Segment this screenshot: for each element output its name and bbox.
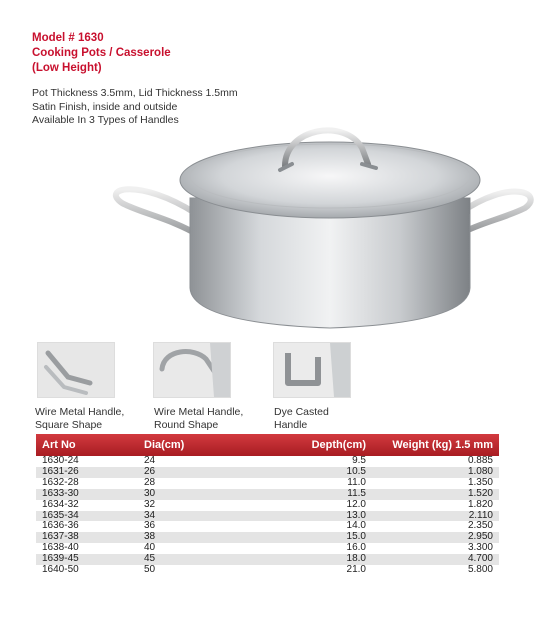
cell-depth: 21.0	[250, 565, 372, 576]
table-row	[36, 543, 499, 554]
casserole-pot-image	[100, 118, 540, 348]
handle-thumb-square	[37, 342, 115, 398]
cell-dia: 50	[138, 565, 250, 576]
table-body	[36, 456, 499, 576]
table-row	[36, 565, 499, 576]
cell-dia: 45	[138, 554, 250, 565]
cell-weight: 4.700	[372, 554, 499, 565]
cell-depth: 10.5	[250, 467, 372, 478]
cell-depth: 16.0	[250, 543, 372, 554]
cell-dia: 30	[138, 489, 250, 500]
table-row	[36, 489, 499, 500]
cell-depth: 11.0	[250, 478, 372, 489]
cell-art-no: 1637-38	[36, 532, 138, 543]
cell-art-no: 1639-45	[36, 554, 138, 565]
cell-weight: 2.350	[372, 521, 499, 532]
header-dia: Dia(cm)	[138, 434, 250, 456]
cell-weight: 1.350	[372, 478, 499, 489]
cell-depth: 11.5	[250, 489, 372, 500]
table-row	[36, 521, 499, 532]
product-name: Cooking Pots / Casserole	[32, 47, 171, 59]
cell-dia: 36	[138, 521, 250, 532]
cell-depth: 14.0	[250, 521, 372, 532]
cell-weight: 5.800	[372, 565, 499, 576]
table-row	[36, 554, 499, 565]
cell-dia: 24	[138, 456, 250, 467]
table-header-row	[36, 434, 499, 456]
product-title-block	[32, 31, 171, 76]
caption-square: Wire Metal Handle, Square Shape	[35, 406, 125, 431]
size-table	[36, 434, 499, 576]
cell-art-no: 1632-28	[36, 478, 138, 489]
spec-thickness: Pot Thickness 3.5mm, Lid Thickness 1.5mm	[32, 87, 238, 99]
product-subtitle: (Low Height)	[32, 62, 102, 74]
cell-depth: 18.0	[250, 554, 372, 565]
table-row	[36, 478, 499, 489]
table-row	[36, 467, 499, 478]
table-row	[36, 532, 499, 543]
cell-weight: 2.110	[372, 511, 499, 522]
cell-depth: 15.0	[250, 532, 372, 543]
cell-art-no: 1635-34	[36, 511, 138, 522]
cell-weight: 1.820	[372, 500, 499, 511]
cell-dia: 28	[138, 478, 250, 489]
cell-art-no: 1638-40	[36, 543, 138, 554]
header-art-no: Art No	[36, 434, 138, 456]
cell-art-no: 1631-26	[36, 467, 138, 478]
cell-art-no: 1633-30	[36, 489, 138, 500]
cell-weight: 1.520	[372, 489, 499, 500]
cell-depth: 12.0	[250, 500, 372, 511]
header-depth: Depth(cm)	[250, 434, 372, 456]
cell-weight: 3.300	[372, 543, 499, 554]
cell-dia: 32	[138, 500, 250, 511]
table-row	[36, 511, 499, 522]
table-row	[36, 456, 499, 467]
cell-weight: 1.080	[372, 467, 499, 478]
table-row	[36, 500, 499, 511]
cell-dia: 34	[138, 511, 250, 522]
header-weight: Weight (kg) 1.5 mm	[372, 434, 499, 456]
cell-depth: 13.0	[250, 511, 372, 522]
cell-weight: 2.950	[372, 532, 499, 543]
caption-casted: Dye Casted Handle	[274, 406, 329, 431]
cell-art-no: 1630-24	[36, 456, 138, 467]
cell-depth: 9.5	[250, 456, 372, 467]
cell-art-no: 1634-32	[36, 500, 138, 511]
caption-round: Wire Metal Handle, Round Shape	[154, 406, 244, 431]
model-number: Model # 1630	[32, 32, 104, 44]
cell-weight: 0.885	[372, 456, 499, 467]
cell-dia: 26	[138, 467, 250, 478]
handle-thumb-round	[153, 342, 231, 398]
spec-handles: Available In 3 Types of Handles	[32, 114, 179, 126]
cell-art-no: 1636-36	[36, 521, 138, 532]
casted-handle-icon	[274, 343, 350, 397]
cell-dia: 40	[138, 543, 250, 554]
cell-art-no: 1640-50	[36, 565, 138, 576]
round-handle-icon	[154, 343, 230, 397]
spec-finish: Satin Finish, inside and outside	[32, 100, 178, 113]
square-handle-icon	[38, 343, 114, 397]
handle-thumb-casted	[273, 342, 351, 398]
cell-dia: 38	[138, 532, 250, 543]
